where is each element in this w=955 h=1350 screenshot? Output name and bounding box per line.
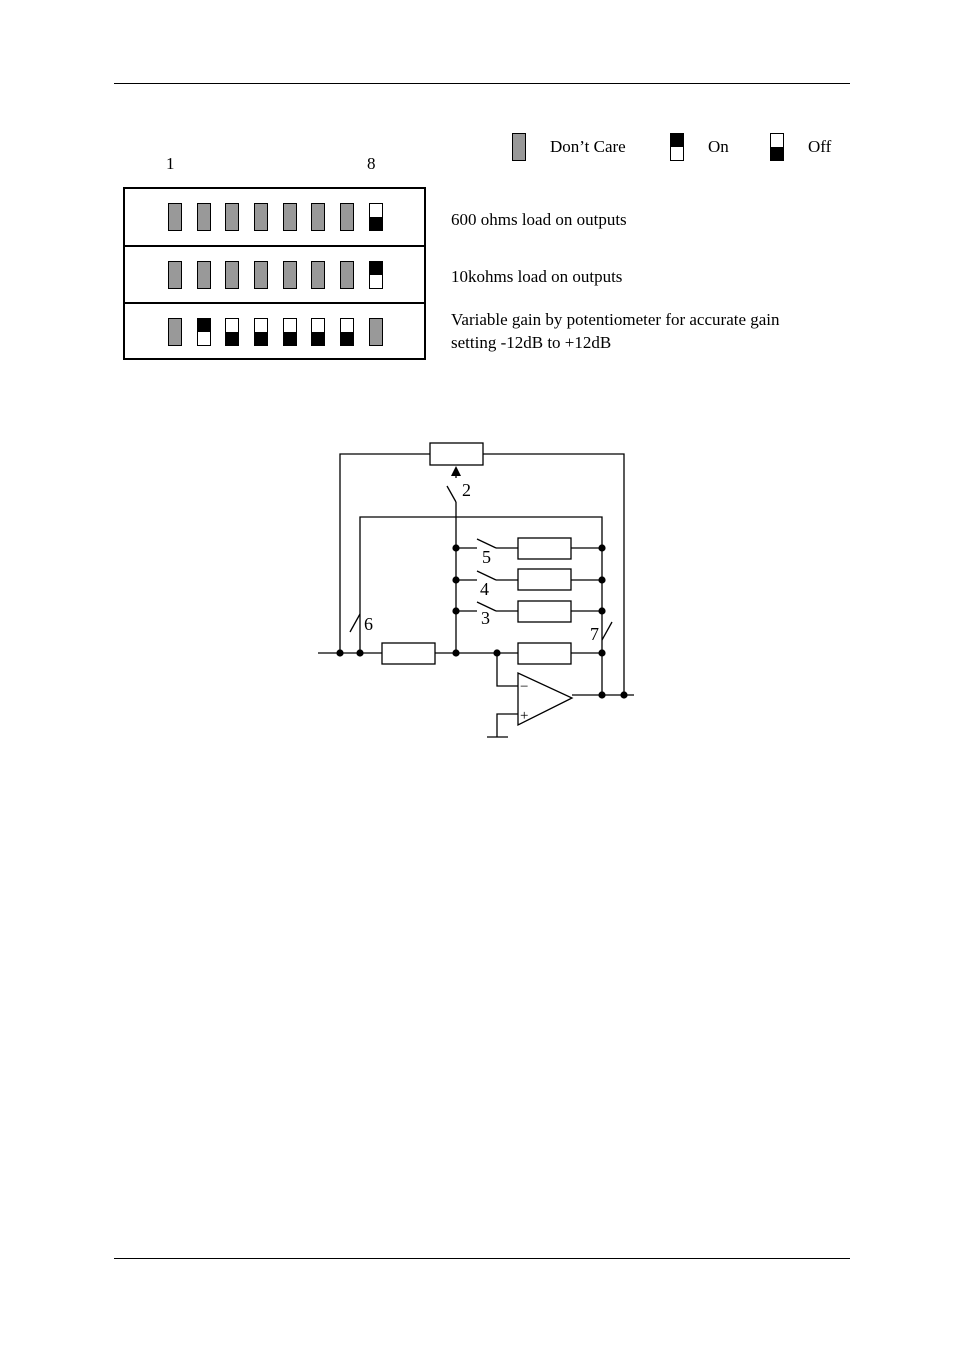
resistor-4 — [518, 569, 571, 590]
switch-7 — [602, 622, 612, 640]
junction — [336, 649, 343, 656]
footer-rule — [114, 1258, 850, 1259]
non-inverting-input-wire — [497, 714, 518, 737]
switch-label-4: 4 — [480, 579, 489, 599]
setting-description-3-line-1: Variable gain by potentiometer for accurate gain — [451, 310, 780, 329]
potentiometer — [430, 443, 483, 465]
switch-2 — [447, 486, 456, 502]
wiper-arrow-icon — [451, 466, 461, 476]
resistor-3 — [518, 601, 571, 622]
setting-description-1: 600 ohms load on outputs — [451, 210, 627, 229]
switch-label-7: 7 — [590, 624, 599, 644]
junction — [452, 544, 459, 551]
input-resistor — [382, 643, 435, 664]
resistor-5 — [518, 538, 571, 559]
junction — [598, 691, 605, 698]
junction — [452, 649, 459, 656]
opamp-non-inverting-label: + — [520, 708, 529, 724]
junction — [598, 649, 605, 656]
switch-label-5: 5 — [482, 547, 491, 567]
switch-label-6: 6 — [364, 614, 373, 634]
feedback-resistor — [518, 643, 571, 664]
pot-left-wire — [340, 454, 430, 653]
junction — [452, 576, 459, 583]
setting-description-2: 10kohms load on outputs — [451, 267, 623, 286]
junction — [356, 649, 363, 656]
junction — [598, 544, 605, 551]
inverting-input-wire — [497, 653, 518, 686]
switch-number-first: 1 — [166, 154, 175, 173]
junction — [493, 649, 500, 656]
switch-label-3: 3 — [481, 608, 490, 628]
legend-label: Don’t Care — [550, 137, 626, 156]
junction — [598, 576, 605, 583]
switch-6 — [350, 614, 360, 632]
setting-description-3-line-2: setting -12dB to +12dB — [451, 333, 612, 352]
legend-label: Off — [808, 137, 832, 156]
junction — [598, 607, 605, 614]
junction — [452, 607, 459, 614]
opamp-inverting-label: − — [520, 679, 529, 695]
legend-label: On — [708, 137, 729, 156]
switch-number-last: 8 — [367, 154, 376, 173]
pot-right-wire — [483, 454, 624, 695]
junction — [620, 691, 627, 698]
switch-label-2: 2 — [462, 480, 471, 500]
